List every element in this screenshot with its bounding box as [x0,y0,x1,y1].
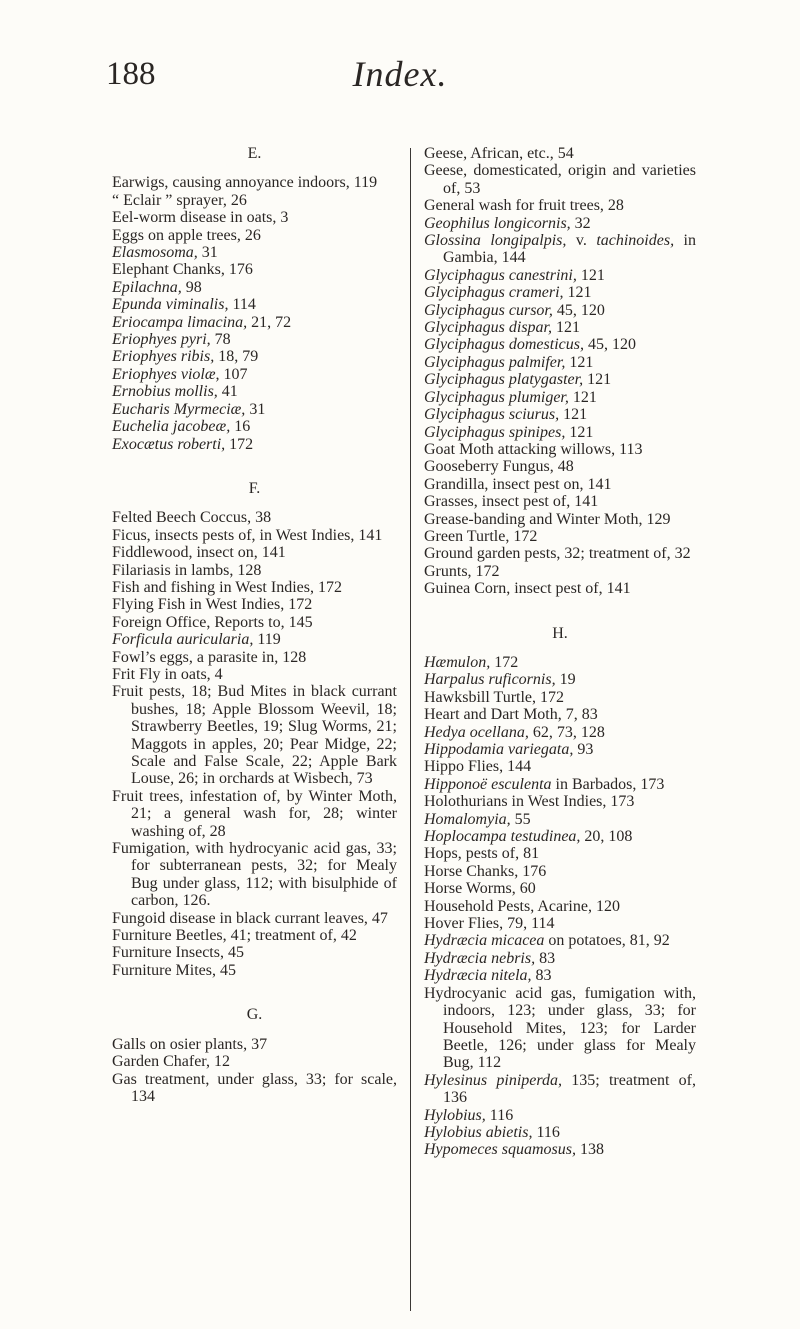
index-entry [112,840,397,910]
index-entry [424,528,696,545]
entry-term: Hylesinus piniperda, [424,1071,562,1089]
index-entry [112,314,397,331]
index-entry [112,296,397,313]
entry-term: Glyciphagus domesticus, [424,336,584,354]
index-entry [424,458,696,475]
entry-term: Eriophyes ribis, [112,348,215,366]
entry-term: Hydræcia nebris, [424,949,536,967]
page-number: 188 [106,56,156,92]
index-entry [424,441,696,458]
right-column [424,145,696,1186]
entry-pages: 172 [225,435,254,453]
entry-term: Glyciphagus platygaster, [424,371,584,389]
index-entry [112,596,397,613]
entry-term: “ Eclair ” sprayer, 26 [112,191,247,209]
index-entry [112,331,397,348]
entry-pages: 98 [181,278,202,296]
page-title: Index. [352,54,448,94]
index-entry [112,666,397,683]
index-entry [112,1053,397,1070]
index-entry [424,671,696,688]
index-entry [112,944,397,961]
index-entry [112,683,397,787]
entry-term: Hawksbill Turtle, 172 [424,688,565,706]
entry-pages: 83 [535,949,556,967]
entry-term: Elasmosoma, [112,244,198,262]
index-entry [112,788,397,840]
entry-term: Ficus, insects pests of, in West Indies, 141 [112,526,383,544]
index-entry [424,776,696,793]
entry-pages: 32 [570,214,591,232]
entry-term: Glyciphagus spinipes, [424,423,566,441]
entry-term: Fruit trees, infestation of, by Winter Moth, 21; a general wash for, 28; winter washing of, 28 [112,787,397,840]
entry-pages: 19 [555,671,576,689]
entry-term: Ground garden pests, 32; treatment of, 32 [424,545,691,563]
index-entry [424,319,696,336]
entry-pages: 114 [228,296,256,314]
index-entry [424,1124,696,1141]
index-entry [424,406,696,423]
index-entry [424,267,696,284]
entry-pages: 18, 79 [214,348,259,366]
entry-term: Hydræcia micacea [424,932,545,950]
index-entry [112,279,397,296]
index-entry [112,418,397,435]
entry-pages: in Gambia, 144 [443,232,696,267]
left-column [112,145,397,1132]
entry-pages: 62, 73, 128 [528,723,605,741]
entry-term: Earwigs, causing annoyance indoors, 119 [112,174,378,192]
entry-term: Glyciphagus sciurus, [424,406,560,424]
entry-term: Hæmulon, [424,653,491,671]
entry-term: Epunda viminalis, [112,296,229,314]
entry-pages: 31 [197,244,218,262]
entry-term: Fiddlewood, insect on, 141 [112,544,286,562]
index-entry [424,741,696,758]
index-entry [424,915,696,932]
index-entry [424,476,696,493]
entry-term: Frit Fly in oats, 4 [112,665,223,683]
entry-term: Fruit pests, 18; Bud Mites in black currant bushes, 18; Apple Blossom Weevil, 18; Strawberry Beetles, 19; Slug Worms, 21; Maggots in apples, 20; Pear Midge, 22; Scale and False Scale, 22; Apple Bark Louse, 26; in orchards at Wisbech, 73 [112,683,397,788]
entry-term: Geese, African, etc., 54 [424,145,574,162]
index-entry [424,863,696,880]
column-divider [410,148,411,1311]
index-entry [424,898,696,915]
index-entry [424,845,696,862]
entry-pages: 121 [565,353,594,371]
entry-pages: 93 [573,741,594,758]
index-section [112,1006,397,1105]
index-entry [424,985,696,1072]
entry-term: Euchelia jacobeæ, [112,418,231,436]
index-entry [424,1072,696,1107]
index-entry [424,724,696,741]
entry-pages: 45, 120 [552,301,605,319]
index-entry [424,545,696,562]
index-entry [424,706,696,723]
entry-term: Glyciphagus crameri, [424,284,564,302]
index-entry [112,649,397,666]
entry-pages: 116 [485,1106,514,1124]
entry-pages: 116 [532,1123,560,1141]
entry-term: Glyciphagus cursor, [424,301,553,319]
entry-pages: 135; treatment of, 136 [443,1071,696,1107]
entry-term: Garden Chafer, 12 [112,1053,230,1071]
entry-term: Hippodamia variegata, [424,741,574,758]
index-entry [424,511,696,528]
entry-term: Holothurians in West Indies, 173 [424,793,635,811]
index-entry [112,261,397,278]
entry-term: Horse Worms, 60 [424,880,536,898]
entry-term: Glyciphagus palmifer, [424,353,566,371]
entry-pages: 55 [510,810,531,828]
index-entry [424,828,696,845]
entry-term: Hylobius abietis, [424,1123,533,1141]
index-entry [112,614,397,631]
index-entry [424,563,696,580]
index-entry [112,927,397,944]
entry-pages: 16 [230,418,251,436]
index-entry [424,880,696,897]
index-entry [424,1141,696,1158]
index-section [424,625,696,1159]
index-entry [424,793,696,810]
entry-term: General wash for fruit trees, 28 [424,197,624,215]
entry-term: Geese, domesticated, origin and varieties of, 53 [424,162,696,197]
entry-pages: 20, 108 [580,828,633,846]
page-header [0,54,800,94]
entry-term: Gooseberry Fungus, 48 [424,458,574,476]
entry-pages: v. [566,232,597,250]
entry-term: Furniture Beetles, 41; treatment of, 42 [112,927,357,945]
index-entry [424,162,696,197]
entry-term: Hylobius, [424,1106,486,1124]
entry-term: Heart and Dart Moth, 7, 83 [424,706,598,724]
entry-term: Fumigation, with hydrocyanic acid gas, 33; for subterranean pests, 32; for Mealy Bug under glass, 112; with bisulphide of carbon, 126. [112,840,397,910]
index-entry [424,389,696,406]
index-entry [424,424,696,441]
entry-term: Filariasis in lambs, 128 [112,561,262,579]
index-entry [112,244,397,261]
entry-pages: 121 [563,284,592,302]
entry-term: Hydrocyanic acid gas, fumigation with, indoors, 123; under glass, 33; for Household Mites, 123; for Larder Beetle, 126; under glass for Mealy Bug, 112 [424,984,696,1072]
entry-term: Glyciphagus canestrini, [424,266,577,284]
entry-term: Harpalus ruficornis, [424,671,556,689]
entry-term: Epilachna, [112,278,182,296]
entry-term: Hydræcia nitela, [424,967,532,985]
index-entry [112,436,397,453]
index-entry [424,1107,696,1124]
entry-term: Hedya ocellana, [424,723,529,741]
entry-term: Eel-worm disease in oats, 3 [112,209,289,227]
entry-term: Exocætus roberti, [112,435,226,453]
index-entry [112,192,397,209]
index-entry [112,910,397,927]
index-entry [424,654,696,671]
entry-term: Grandilla, insect pest on, 141 [424,475,612,493]
entry-pages: on potatoes, 81, 92 [544,932,670,950]
entry-term: Elephant Chanks, 176 [112,261,253,279]
index-entry [424,758,696,775]
index-entry [112,209,397,226]
entry-term: Flying Fish in West Indies, 172 [112,596,313,614]
entry-pages: 21, 72 [247,313,292,331]
section-letter: G. [246,1006,263,1024]
entry-pages: 172 [490,653,519,671]
entry-term: Grasses, insect pest of, 141 [424,493,599,511]
entry-term: Homalomyia, [424,810,511,828]
entry-term: Ernobius mollis, [112,383,218,401]
entry-term: Gas treatment, under glass, 33; for scale, 134 [112,1070,397,1105]
entry-term: Galls on osier plants, 37 [112,1035,268,1053]
entry-term: Foreign Office, Reports to, 145 [112,613,313,631]
index-entry [112,348,397,365]
entry-term: Fish and fishing in West Indies, 172 [112,578,342,596]
entry-pages: 121 [552,319,580,337]
entry-term: Eggs on apple trees, 26 [112,226,261,244]
index-entry [424,967,696,984]
section-letter: H. [552,624,568,642]
entry-term: Glyciphagus dispar, [424,319,552,337]
entry-term: Hipponoë esculenta [424,775,552,793]
entry-pages: 121 [568,388,597,406]
entry-pages: 45, 120 [583,336,636,354]
index-entry [424,580,696,597]
index-entry [112,579,397,596]
index-entry [424,302,696,319]
entry-term: Eriophyes pyri, [112,331,211,349]
entry-term: Grunts, 172 [424,562,500,580]
index-entry [424,950,696,967]
entry-term: Forficula auricularia, [112,631,254,649]
entry-term: Glossina longipalpis, [424,232,567,250]
entry-term: Hops, pests of, 81 [424,845,540,863]
index-section [424,145,696,598]
entry-pages: 78 [210,331,231,349]
entry-pages: 121 [565,423,594,441]
section-letter: E. [247,145,262,162]
index-entry [424,197,696,214]
entry-term: Hover Flies, 79, 114 [424,915,555,933]
entry-term: Grease-banding and Winter Moth, 129 [424,510,671,528]
index-entry [112,1071,397,1106]
entry-pages: in Barbados, 173 [551,775,665,793]
entry-term: Green Turtle, 172 [424,527,538,545]
index-entry [112,544,397,561]
index-entry [424,232,696,267]
index-entry [424,811,696,828]
entry-term: Hypomeces squamosus, [424,1141,576,1159]
index-entry [112,962,397,979]
index-entry [112,631,397,648]
index-section [112,145,397,453]
index-entry [424,145,696,162]
index-entry [112,1036,397,1053]
entry-term: Furniture Mites, 45 [112,961,236,979]
entry-term: Furniture Insects, 45 [112,944,244,962]
entry-term: Geophilus longicornis, [424,214,571,232]
entry-pages: 121 [559,406,588,424]
entry-term: Hoplocampa testudinea, [424,828,581,846]
index-entry [112,383,397,400]
index-entry [112,509,397,526]
entry-term: Goat Moth attacking willows, 113 [424,440,643,458]
index-entry [424,215,696,232]
entry-term: Glyciphagus plumiger, [424,388,569,406]
entry-term-variant: tachinoides, [596,232,675,250]
index-entry [112,562,397,579]
section-letter: F. [248,479,261,497]
index-entry [424,354,696,371]
entry-term: Hippo Flies, 144 [424,758,532,776]
index-entry [112,227,397,244]
index-entry [424,284,696,301]
index-entry [424,689,696,706]
index-entry [112,366,397,383]
entry-term: Eriocampa limacina, [112,313,248,331]
entry-term: Fungoid disease in black currant leaves, 47 [112,909,388,927]
entry-term: Guinea Corn, insect pest of, 141 [424,580,631,598]
entry-pages: 138 [575,1141,604,1159]
index-entry [112,401,397,418]
entry-pages: 107 [219,365,248,383]
entry-term: Eucharis Myrmeciæ, [112,400,246,418]
index-entry [424,336,696,353]
index-entry [424,371,696,388]
entry-term: Felted Beech Coccus, 38 [112,509,272,527]
entry-pages: 121 [583,371,612,389]
entry-pages: 41 [217,383,238,401]
index-entry [112,174,397,191]
index-entry [424,493,696,510]
entry-pages: 121 [576,266,605,284]
entry-term: Household Pests, Acarine, 120 [424,897,620,915]
entry-term: Eriophyes violæ, [112,365,220,383]
entry-pages: 31 [245,400,266,418]
entry-term: Horse Chanks, 176 [424,862,547,880]
index-entry [112,527,397,544]
index-entry [424,932,696,949]
entry-pages: 119 [253,631,281,649]
entry-pages: 83 [531,967,552,985]
index-section [112,480,397,979]
entry-term: Fowl’s eggs, a parasite in, 128 [112,648,307,666]
